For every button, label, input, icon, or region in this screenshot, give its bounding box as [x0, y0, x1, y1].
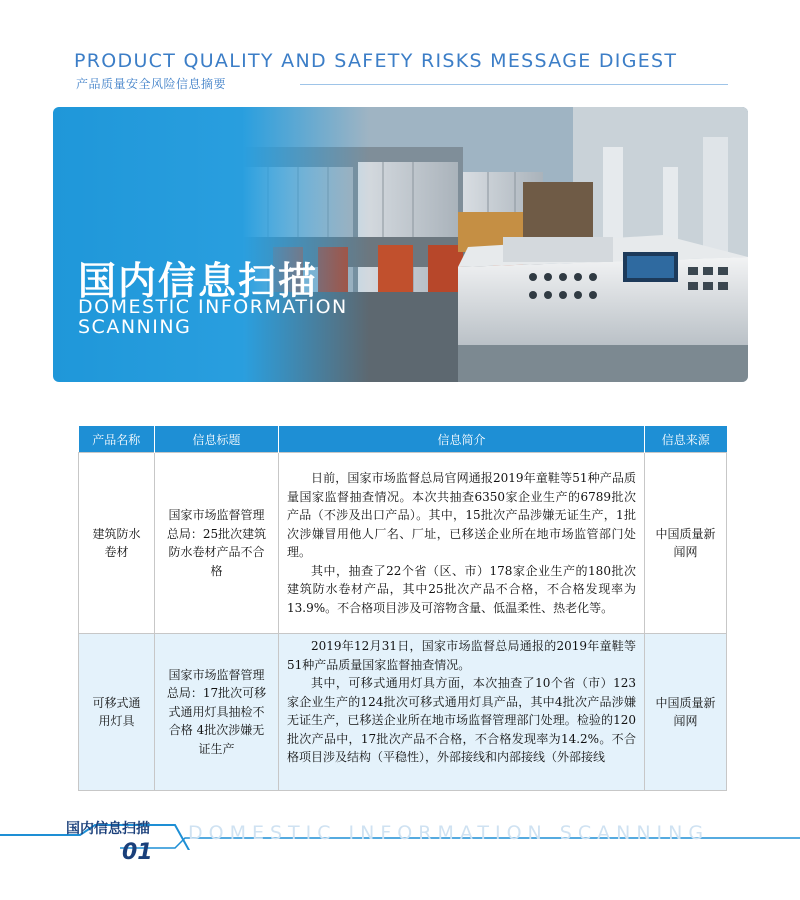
- header-info-source: 信息来源: [645, 426, 727, 453]
- banner: [53, 107, 748, 382]
- summary-clip: [287, 637, 636, 784]
- summary-paragraph: 其中，可移式通用灯具方面，本次抽查了10个省（市）123家企业生产的124批次可移式通用灯具产品，其中4批次产品涉嫌无证生产，已移送企业所在地市场监督管理部门处理。检验的120批次产品中，17批次产品不合格，不合格发现率为14.2%。不合格项目涉及结构（平稳性），外部接线和内部接线（外部接线: [287, 676, 636, 764]
- info-source-cell: 中国质量新闻网: [645, 453, 727, 634]
- footer-title-chinese: 国内信息扫描: [66, 821, 150, 837]
- page-number: 01: [122, 840, 153, 865]
- info-summary-cell: [279, 634, 645, 791]
- summary-paragraph: 2019年12月31日，国家市场监督总局通报的2019年童鞋等51种产品质量国家监督抽查情况。: [287, 639, 636, 672]
- banner-title-chinese: 国内信息扫描: [78, 259, 319, 303]
- header-chinese: 产品质量安全风险信息摘要: [76, 77, 227, 91]
- banner-title-english: [78, 297, 348, 337]
- info-title-cell: 国家市场监督管理总局：17批次可移式通用灯具抽检不合格 4批次涉嫌无证生产: [155, 634, 279, 791]
- table-header-row: [79, 426, 727, 453]
- product-name-cell: 建筑防水卷材: [79, 453, 155, 634]
- info-table: [78, 426, 727, 791]
- info-source-cell: 中国质量新闻网: [645, 634, 727, 791]
- table-row: [79, 634, 727, 791]
- header-product-name: 产品名称: [79, 426, 155, 453]
- info-summary-cell: [279, 453, 645, 634]
- banner-title-english-line1: DOMESTIC INFORMATION: [78, 296, 348, 318]
- banner-title-english-line2: SCANNING: [78, 316, 192, 338]
- header-divider: [300, 84, 728, 85]
- equipment-illustration: [243, 107, 748, 382]
- footer-title-english: DOMESTIC INFORMATION SCANNING: [188, 822, 710, 844]
- table-row: [79, 453, 727, 634]
- summary-paragraph: 日前，国家市场监督总局官网通报2019年童鞋等51种产品质量国家监督抽查情况。本次共抽查6350家企业生产的6789批次产品（不涉及出口产品）。其中，15批次产品涉嫌无证生产，1批次涉嫌冒用他人厂名、厂址，已移送企业所在地市场监管部门处理。: [287, 471, 636, 559]
- header-info-summary: 信息简介: [279, 426, 645, 453]
- info-title-cell: 国家市场监督管理总局：25批次建筑防水卷材产品不合格: [155, 453, 279, 634]
- equipment-photo: [243, 107, 748, 382]
- product-name-cell: 可移式通用灯具: [79, 634, 155, 791]
- header-english: PRODUCT QUALITY AND SAFETY RISKS MESSAGE DIGEST: [74, 50, 678, 72]
- summary-paragraph: 其中，抽查了22个省（区、市）178家企业生产的180批次建筑防水卷材产品，其中25批次产品不合格，不合格发现率为13.9%。不合格项目涉及可溶物含量、低温柔性、热老化等。: [287, 563, 636, 615]
- header-info-title: 信息标题: [155, 426, 279, 453]
